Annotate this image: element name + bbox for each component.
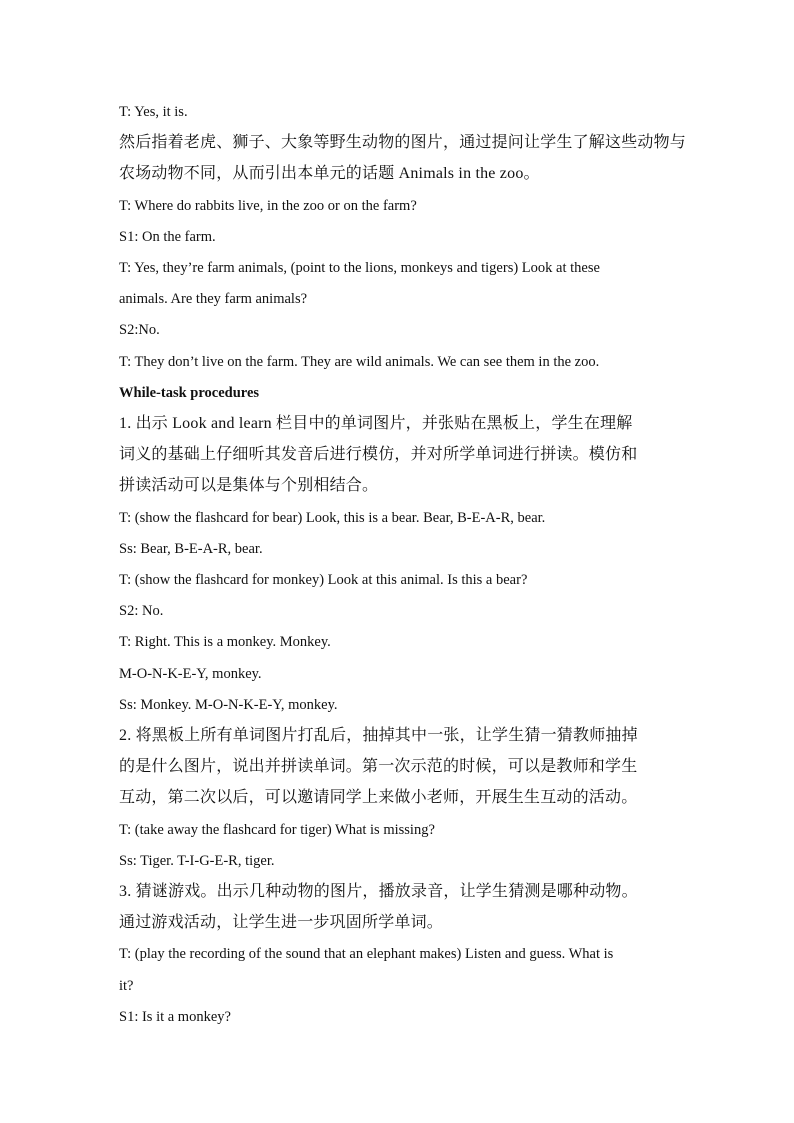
dialogue-line: T: Where do rabbits live, in the zoo or on the farm? — [119, 198, 417, 214]
dialogue-line: S1: Is it a monkey? — [119, 1009, 231, 1025]
paragraph-line: 的是什么图片，说出并拼读单词。第一次示范的时候，可以是教师和学生 — [119, 758, 638, 775]
paragraph-line: 2. 将黑板上所有单词图片打乱后，抽掉其中一张，让学生猜一猜教师抽掉 — [119, 727, 638, 744]
paragraph-line: 互动，第二次以后，可以邀请同学上来做小老师，开展生生互动的活动。 — [119, 789, 638, 806]
dialogue-line: it? — [119, 978, 134, 994]
dialogue-line: Ss: Tiger. T-I-G-E-R, tiger. — [119, 853, 275, 869]
dialogue-line: T: (show the flashcard for monkey) Look at this animal. Is this a bear? — [119, 572, 528, 588]
dialogue-line: M-O-N-K-E-Y, monkey. — [119, 666, 262, 682]
dialogue-line: animals. Are they farm animals? — [119, 291, 308, 307]
paragraph-line: 3. 猜谜游戏。出示几种动物的图片，播放录音，让学生猜测是哪种动物。 — [119, 883, 638, 900]
dialogue-line: T: They don’t live on the farm. They are wild animals. We can see them in the zoo. — [119, 354, 600, 370]
dialogue-line: Ss: Bear, B-E-A-R, bear. — [119, 541, 263, 557]
paragraph-line: 通过游戏活动，让学生进一步巩固所学单词。 — [119, 914, 444, 931]
paragraph-line: 然后指着老虎、狮子、大象等野生动物的图片，通过提问让学生了解这些动物与 — [119, 134, 687, 151]
dialogue-line: T: (play the recording of the sound that an elephant makes) Listen and guess. What is — [119, 946, 614, 962]
dialogue-line: T: Right. This is a monkey. Monkey. — [119, 634, 331, 650]
dialogue-line: S2: No. — [119, 603, 164, 619]
dialogue-line: T: Yes, they’re farm animals, (point to the lions, monkeys and tigers) Look at these — [119, 260, 600, 276]
dialogue-line: T: (show the flashcard for bear) Look, this is a bear. Bear, B-E-A-R, bear. — [119, 510, 546, 526]
dialogue-line: Ss: Monkey. M-O-N-K-E-Y, monkey. — [119, 697, 338, 713]
dialogue-line: T: Yes, it is. — [119, 104, 188, 120]
dialogue-line: S1: On the farm. — [119, 229, 216, 245]
section-heading: While-task procedures — [119, 385, 260, 401]
paragraph-line: 拼读活动可以是集体与个别相结合。 — [119, 477, 379, 494]
paragraph-line: 1. 出示 Look and learn 栏目中的单词图片，并张贴在黑板上，学生在理解 — [119, 415, 633, 432]
paragraph-line: 词义的基础上仔细听其发音后进行模仿，并对所学单词进行拼读。模仿和 — [119, 446, 638, 463]
dialogue-line: S2:No. — [119, 322, 160, 338]
paragraph-line: 农场动物不同，从而引出本单元的话题 Animals in the zoo。 — [119, 165, 540, 182]
dialogue-line: T: (take away the flashcard for tiger) What is missing? — [119, 822, 435, 838]
